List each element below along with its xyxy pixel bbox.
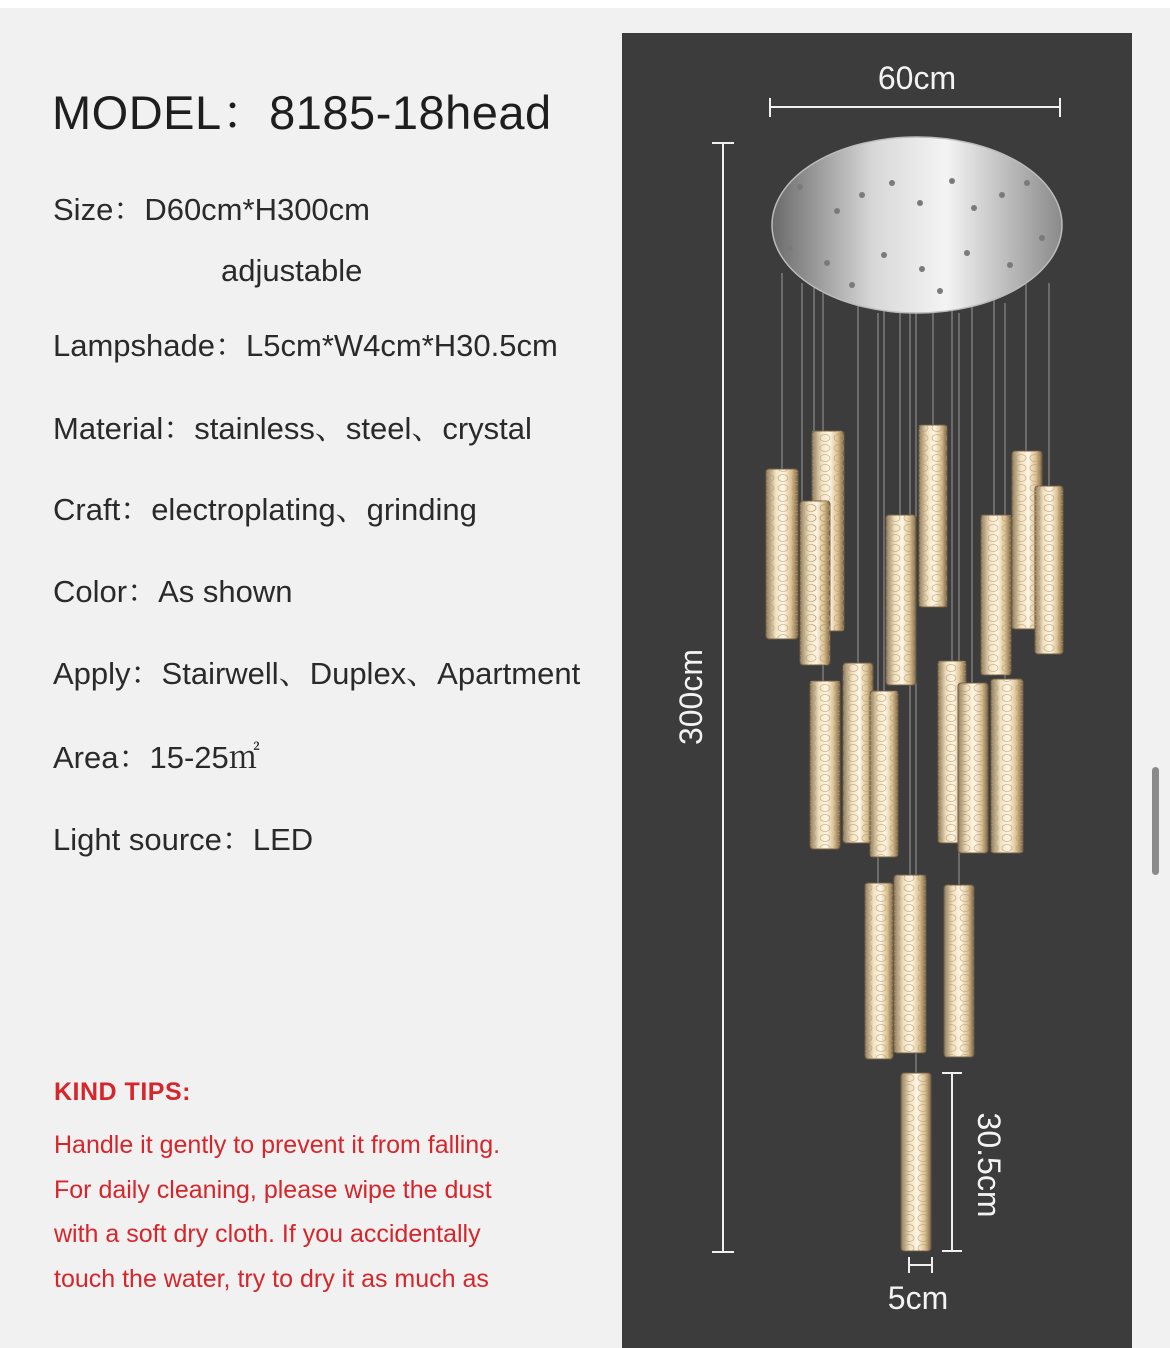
spec-value: D60cm*H300cm: [144, 192, 371, 227]
spec-label: Material：: [53, 411, 195, 446]
spec-label: Apply：: [53, 656, 162, 691]
shade-width-dimension-label: 5cm: [887, 1280, 949, 1316]
spec-value: As shown: [158, 574, 293, 609]
crystal-facets: [766, 425, 1063, 1251]
spec-size-continuation: adjustable: [221, 253, 363, 288]
spec-color: [53, 566, 293, 611]
spec-label: Size：: [53, 192, 145, 227]
spec-label: Area：: [53, 740, 150, 775]
model-title: MODEL：8185-18head: [52, 86, 552, 139]
spec-label: Craft：: [53, 492, 152, 527]
kind-tips-line: Handle it gently to prevent it from falling.: [54, 1131, 501, 1159]
ceiling-plate: [772, 137, 1062, 313]
spec-label: Light source：: [53, 822, 253, 857]
spec-material: [53, 403, 532, 448]
kind-tips-line: For daily cleaning, please wipe the dust: [54, 1176, 492, 1204]
kind-tips-line: with a soft dry cloth. If you accidentally: [54, 1220, 481, 1248]
spec-value: Stairwell、Duplex、Apartment: [161, 656, 581, 691]
top-strip: [0, 0, 1170, 8]
spec-value: stainless、steel、crystal: [194, 411, 532, 446]
spec-area: [53, 732, 260, 777]
scrollbar-thumb[interactable]: [1152, 767, 1159, 875]
chandelier-illustration: [622, 33, 1132, 1348]
spec-value: L5cm*W4cm*H30.5cm: [246, 328, 558, 363]
spec-apply: [53, 648, 580, 693]
spec-size: [53, 184, 370, 229]
spec-value: LED: [252, 822, 314, 857]
spec-lampshade: [53, 320, 558, 365]
spec-craft: [53, 484, 477, 529]
height-dimension-label: 300cm: [673, 648, 709, 746]
spec-value: 15-25㎡: [149, 740, 260, 775]
product-image-panel: [622, 33, 1132, 1348]
spec-light-source: [53, 814, 313, 859]
kind-tips-heading: KIND TIPS:: [54, 1078, 191, 1106]
diameter-dimension-label: 60cm: [877, 60, 957, 96]
spec-label: Lampshade：: [53, 328, 247, 363]
kind-tips-line: touch the water, try to dry it as much as: [54, 1265, 489, 1293]
spec-value: electroplating、grinding: [151, 492, 477, 527]
shade-height-dimension-label: 30.5cm: [971, 1112, 1007, 1218]
spec-label: Color：: [53, 574, 159, 609]
